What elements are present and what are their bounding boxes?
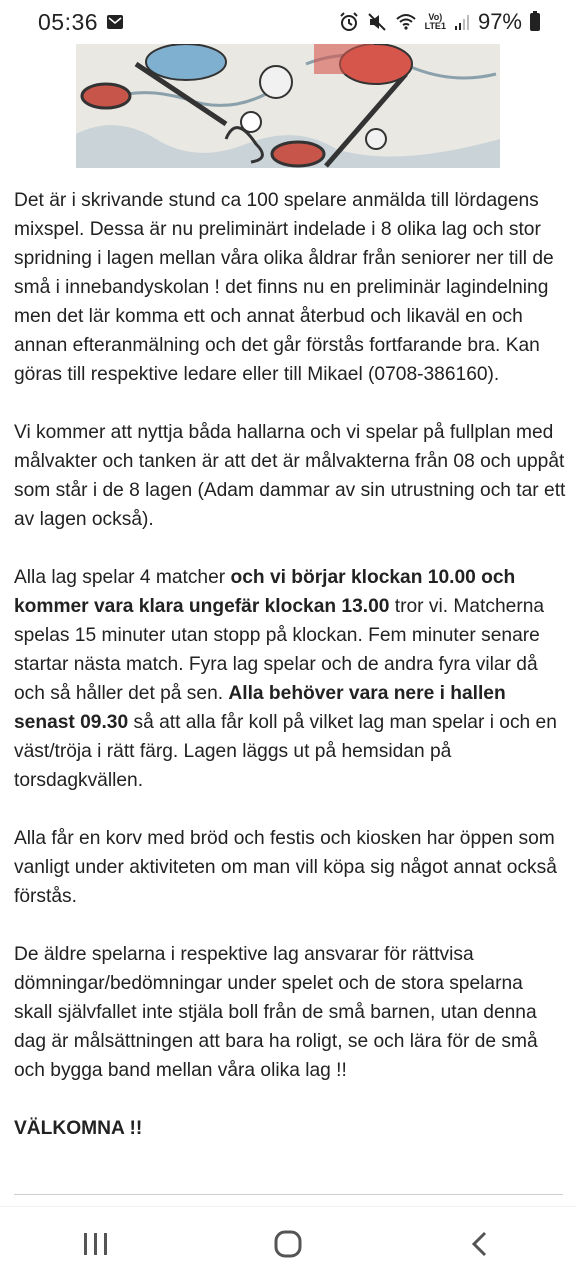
paragraph-registration: Det är i skrivande stund ca 100 spelare anmälda till lördagens mixspel. Dessa är nu preliminärt indelade i 8 olika lag och stor spridning i lagen mellan våra olika åldrar från seniorer ner till de små i innebandyskolan ! det finns nu en preliminär lagindelning men det lär komma ett och annat återbud och likaväl en och annan efteranmälning och det går förstås fortfarande bra. Kan göras till respektive ledare eller till Mikael (0708-386160). [14, 190, 554, 385]
home-button[interactable] [248, 1214, 328, 1274]
clock: 05:36 [38, 8, 99, 35]
paragraph-fairplay: De äldre spelarna i respektive lag ansvarar för rättvisa dömningar/bedömningar under spelet och de stora spelarna skall självfallet inte stjäla boll från de små barnen, utan denna dag är målsättningen att bara ha roligt, se och lära för de små och bygga band mellan våra olika lag !! [14, 944, 538, 1081]
wifi-calling-icon [395, 12, 417, 32]
battery-percent: 97% [477, 9, 522, 34]
message-icon [106, 14, 124, 30]
recents-icon [82, 1231, 110, 1257]
arrival-time-highlight: Alla behöver vara nere i hallen senast 09.30 [14, 683, 506, 733]
back-button[interactable] [440, 1214, 520, 1274]
back-icon [470, 1230, 490, 1258]
battery-icon [530, 13, 540, 31]
closing-welcome: VÄLKOMNA !! [14, 1118, 143, 1139]
floorball-cartoon-image [76, 44, 500, 168]
content-divider [14, 1194, 563, 1195]
paragraph-schedule: Alla lag spelar 4 matcher och vi börjar klockan 10.00 och kommer vara klara ungefär klockan 13.00 tror vi. Matcherna spelas 15 minuter utan stopp på klockan. Fem minuter senare startar nästa match. Fyra lag spelar och de andra fyra vilar då och så håller det på sen. Alla behöver vara nere i hallen senast 09.30 så att alla får koll på vilket lag man spelar i och en väst/tröja i rätt färg. Lagen läggs ut på hemsidan på torsdagkvällen. [14, 567, 557, 791]
mute-icon [367, 12, 387, 32]
signal-icon [454, 13, 470, 31]
paragraph-food: Alla får en korv med bröd och festis och kiosken har öppen som vanligt under aktiviteten om man vill köpa sig något annat också förstås. [14, 828, 557, 907]
network-type: Vo) LTE1 [424, 12, 446, 31]
recents-button[interactable] [56, 1214, 136, 1274]
status-left [38, 9, 124, 36]
status-right [339, 9, 540, 35]
paragraph-venue: Vi kommer att nyttja båda hallarna och vi spelar på fullplan med målvakter och tanken är att det är målvakterna från 08 och uppåt som står i de 8 lagen (Adam dammar av sin utrustning och tar ett av lagen också). [14, 422, 566, 530]
status-bar [0, 0, 576, 44]
article-body [14, 186, 566, 1172]
home-icon [273, 1229, 303, 1259]
article-illustration [76, 44, 500, 168]
system-navigation-bar [0, 1206, 576, 1281]
alarm-icon [339, 12, 359, 32]
schedule-time-highlight: och vi börjar klockan 10.00 och kommer vara klara ungefär klockan 13.00 [14, 567, 516, 617]
